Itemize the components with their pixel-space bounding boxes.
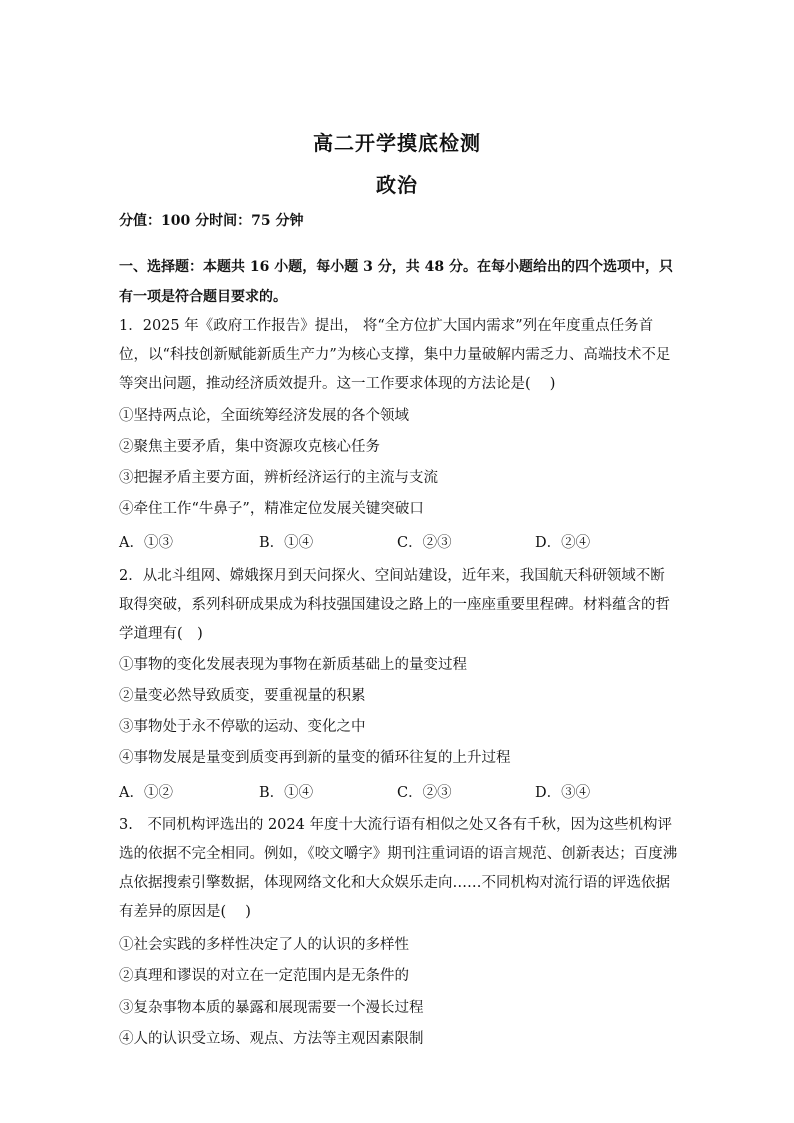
question-1-item: ②聚焦主要矛盾，集中资源攻克核心任务 xyxy=(119,439,380,455)
question-3-item: ④人的认识受立场、观点、方法等主观因素限制 xyxy=(119,1031,424,1047)
question-1-stem: 1．2025 年《政府工作报告》提出， 将“全方位扩大国内需求”列在年度重点任务首位，以“科技创新赋能新质生产力”为核心支撑，集中力量破解内需乏力、高端技术不足等突出问题，推动经济质效提升。这一工作要求体现的方法论是( ) xyxy=(119,318,671,392)
option-a[interactable]: A．①② xyxy=(119,785,173,801)
option-c[interactable]: C．②③ xyxy=(397,785,452,801)
option-b[interactable]: B．①④ xyxy=(259,785,314,801)
option-b[interactable]: B．①④ xyxy=(259,535,314,551)
question-3-item: ①社会实践的多样性决定了人的认识的多样性 xyxy=(119,937,409,953)
question-2-item: ③事物处于永不停歇的运动、变化之中 xyxy=(119,719,366,735)
question-2-item: ②量变必然导致质变，要重视量的积累 xyxy=(119,688,366,704)
question-3-item: ③复杂事物本质的暴露和展现需要一个漫长过程 xyxy=(119,1000,424,1016)
question-2-item: ④事物发展是量变到质变再到新的量变的循环往复的上升过程 xyxy=(119,750,511,766)
question-1-options xyxy=(119,531,679,551)
question-3-item: ②真理和谬误的对立在一定范围内是无条件的 xyxy=(119,968,409,984)
score-time-info: 分值：100 分时间：75 分钟 xyxy=(119,213,304,229)
subject-title: 政治 xyxy=(376,173,418,197)
option-a[interactable]: A．①③ xyxy=(119,535,173,551)
option-c[interactable]: C．②③ xyxy=(397,535,452,551)
question-2-options xyxy=(119,781,679,801)
question-1-item: ③把握矛盾主要方面，辨析经济运行的主流与支流 xyxy=(119,470,438,486)
option-d[interactable]: D．③④ xyxy=(535,785,591,801)
question-1-item: ④牵住工作“牛鼻子”，精准定位发展关键突破口 xyxy=(119,501,424,517)
question-2-item: ①事物的变化发展表现为事物在新质基础上的量变过程 xyxy=(119,657,467,673)
option-d[interactable]: D．②④ xyxy=(535,535,591,551)
question-2-stem: 2．从北斗组网、嫦娥探月到天问探火、空间站建设，近年来，我国航天科研领域不断取得突破，系列科研成果成为科技强国建设之路上的一座座重要里程碑。材料蕴含的哲学道理有( ) xyxy=(119,568,670,642)
question-3-stem: 3. 不同机构评选出的 2024 年度十大流行语有相似之处又各有千秋，因为这些机构评选的依据不完全相同。例如，《咬文嚼字》期刊注重词语的语言规范、创新表达；百度沸点依据搜索引擎数据，体现网络文化和大众娱乐走向……不同机构对流行语的评选依据有差异的原因是( ) xyxy=(119,817,678,920)
question-1-item: ①坚持两点论，全面统筹经济发展的各个领域 xyxy=(119,408,409,424)
section-instruction: 一、选择题：本题共 16 小题，每小题 3 分，共 48 分。在每小题给出的四个选项中，只有一项是符合题目要求的。 xyxy=(119,259,673,305)
exam-title: 高二开学摸底检测 xyxy=(313,131,481,155)
